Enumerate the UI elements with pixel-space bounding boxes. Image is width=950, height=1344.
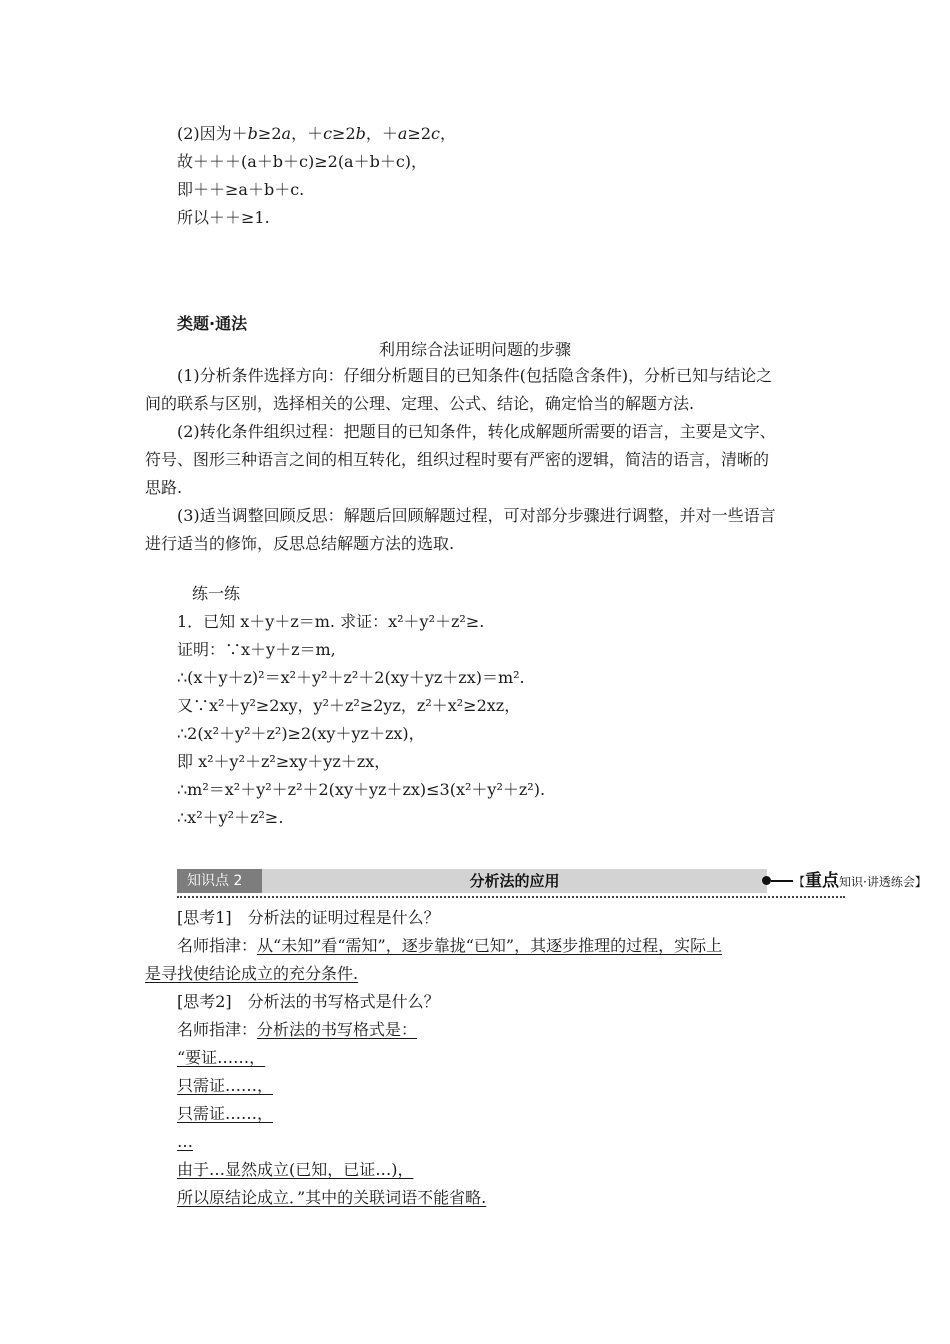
bullet-dot-icon (762, 876, 771, 885)
method-p1-line-2: 间的联系与区别，选择相关的公理、定理、公式、结论，确定恰当的解题方法. (145, 394, 695, 413)
format-line-5: 由于…显然成立(已知，已证…)， (177, 1160, 414, 1179)
method-p2-line-3: 思路. (145, 478, 183, 497)
think-2-answer-line-0: 名师指津：分析法的书写格式是： (177, 1020, 418, 1039)
proof-line-2: 故＋＋＋(a＋b＋c)≥2(a＋b＋c)， (177, 152, 428, 171)
think-1-answer-line-1: 名师指津：从“未知”看“需知”，逐步靠拢“已知”，其逐步推理的过程，实际上 (177, 936, 723, 955)
think-1-question: [思考1] 分析法的证明过程是什么？ (177, 908, 440, 927)
practice-heading: 练一练 (192, 584, 241, 603)
practice-question: 1．已知 x＋y＋z＝m. 求证：x²＋y²＋z²≥. (177, 612, 485, 631)
practice-step-5: 即 x²＋y²＋z²≥xy＋yz＋zx， (177, 752, 391, 771)
knowledge-point-title: 分析法的应用 (469, 872, 560, 890)
practice-step-7: ∴x²＋y²＋z²≥. (177, 808, 284, 827)
practice-step-2: ∴(x＋y＋z)²＝x²＋y²＋z²＋2(xy＋yz＋zx)＝m². (177, 668, 525, 687)
practice-step-6: ∴m²＝x²＋y²＋z²＋2(xy＋yz＋zx)≤3(x²＋y²＋z²). (177, 780, 546, 799)
practice-step-1: 证明：∵x＋y＋z＝m, (177, 640, 336, 659)
knowledge-point-bar (177, 866, 927, 896)
format-line-3: 只需证……， (177, 1104, 274, 1123)
think-1-answer-line-2: 是寻找使结论成立的充分条件. (145, 964, 359, 983)
connector-line (771, 880, 793, 882)
practice-step-4: ∴2(x²＋y²＋z²)≥2(xy＋yz＋zx)， (177, 724, 425, 743)
method-heading: 类题·通法 (177, 314, 248, 333)
knowledge-point-label: 知识点 2 (187, 873, 243, 889)
format-line-4: … (177, 1132, 193, 1151)
method-p3-line-1: (3)适当调整回顾反思：解题后回顾解题过程，可对部分步骤进行调整，并对一些语言 (177, 506, 776, 525)
dotted-divider (177, 896, 845, 898)
key-knowledge-tag: 【重点知识·讲透练会】 (793, 871, 927, 891)
practice-step-3: 又∵x²＋y²≥2xy，y²＋z²≥2yz，z²＋x²≥2xz， (177, 696, 521, 715)
format-line-6: 所以原结论成立．”其中的关联词语不能省略. (177, 1188, 487, 1207)
method-p1-line-1: (1)分析条件选择方向：仔细分析题目的已知条件(包括隐含条件)，分析已知与结论之 (177, 366, 773, 385)
knowledge-point-title-box (262, 869, 767, 893)
method-p2-line-2: 符号、图形三种语言之间的相互转化，组织过程时要有严密的逻辑，简洁的语言，清晰的 (145, 450, 770, 469)
proof-line-3: 即＋＋≥a＋b＋c. (177, 180, 305, 199)
format-line-2: 只需证……， (177, 1076, 274, 1095)
format-line-1: “要证……， (177, 1048, 266, 1067)
method-p3-line-2: 进行适当的修饰，反思总结解题方法的选取. (145, 534, 455, 553)
knowledge-point-label-box (177, 869, 262, 893)
method-p2-line-1: (2)转化条件组织过程：把题目的已知条件，转化成解题所需要的语言，主要是文字、 (177, 422, 776, 441)
think-2-question: [思考2] 分析法的书写格式是什么？ (177, 992, 440, 1011)
method-title: 利用综合法证明问题的步骤 (378, 340, 571, 359)
proof-line-4: 所以＋＋≥1. (177, 208, 270, 227)
proof-line-1: (2)因为＋b≥2a，＋c≥2b，＋a≥2c， (177, 124, 457, 143)
